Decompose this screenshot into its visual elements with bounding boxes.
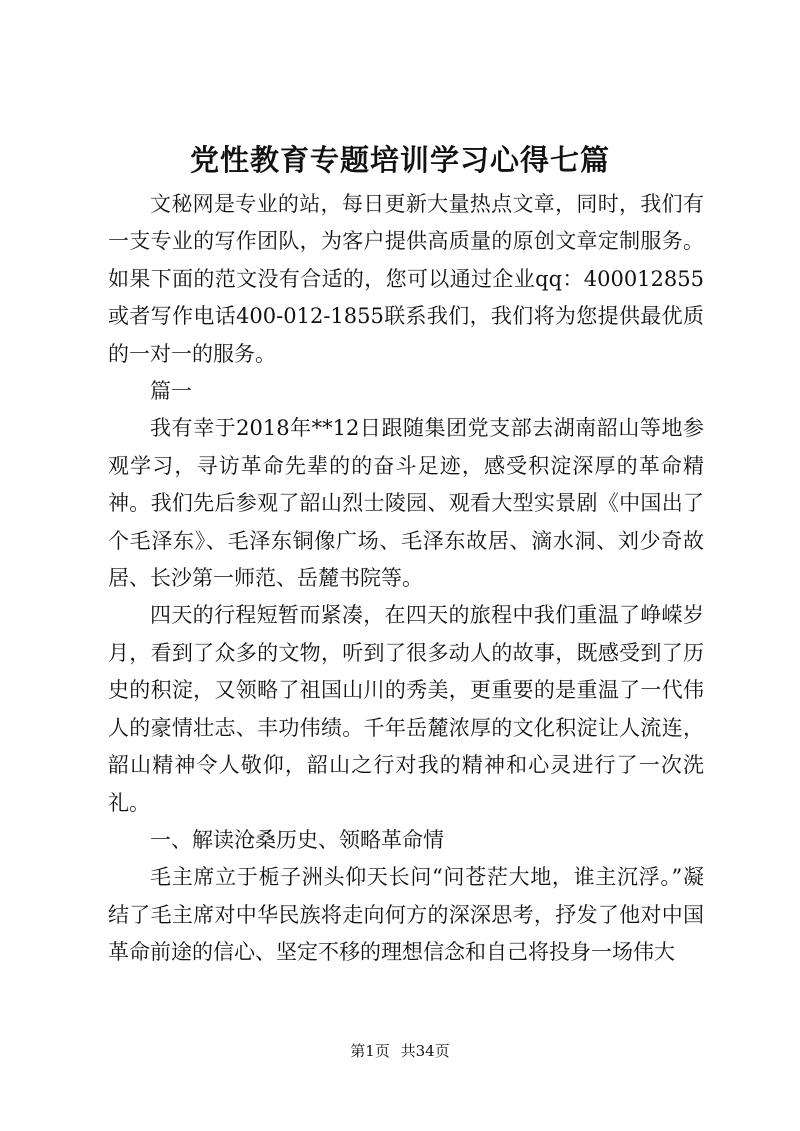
document-body bbox=[108, 186, 704, 972]
body-paragraph: 毛主席立于栀子洲头仰天长问“问苍茫大地，谁主沉浮。”凝结了毛主席对中华民族将走向何方的深深思考，抒发了他对中国革命前途的信心、坚定不移的理想信念和自己将投身一场伟大 bbox=[108, 865, 704, 965]
subsection-heading: 一、解读沧桑历史、领略革命情 bbox=[150, 827, 444, 852]
document-title: 党性教育专题培训学习心得七篇 bbox=[189, 143, 610, 177]
page-number: 第1页 bbox=[350, 1042, 390, 1060]
body-paragraph: 四天的行程短暂而紧凑，在四天的旅程中我们重温了峥嵘岁月，看到了众多的文物，听到了很多动人的故事，既感受到了历史的积淀，又领略了祖国山川的秀美，更重要的是重温了一代伟人的豪情壮志、丰功伟绩。千年岳麓浓厚的文化积淀让人流连，韶山精神令人敬仰，韶山之行对我的精神和心灵进行了一次洗礼。 bbox=[108, 603, 704, 815]
page-total: 共34页 bbox=[400, 1042, 450, 1060]
section-heading-part-one: 篇一 bbox=[150, 379, 192, 404]
page-footer bbox=[0, 1040, 800, 1062]
intro-paragraph: 文秘网是专业的站，每日更新大量热点文章，同时，我们有一支专业的写作团队，为客户提供高质量的原创文章定制服务。如果下面的范文没有合适的，您可以通过企业qq：400012855或者写作电话400-012-1855联系我们，我们将为您提供最优质的一对一的服务。 bbox=[108, 192, 704, 366]
body-paragraph: 我有幸于2018年**12日跟随集团党支部去湖南韶山等地参观学习，寻访革命先辈的的奋斗足迹，感受积淀深厚的革命精神。我们先后参观了韶山烈士陵园、观看大型实景剧《中国出了个毛泽东》、毛泽东铜像广场、毛泽东故居、滴水洞、刘少奇故居、长沙第一师范、岳麓书院等。 bbox=[108, 416, 704, 591]
